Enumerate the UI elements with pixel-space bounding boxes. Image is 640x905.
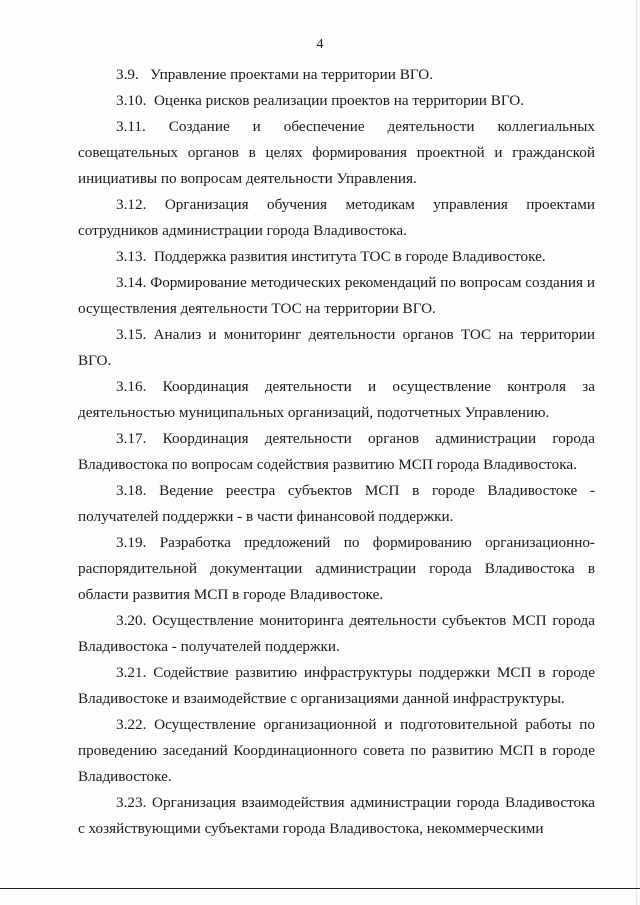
paragraph-3-16: 3.16. Координация деятельности и осуществление контроля за деятельностью муниципальных организаций, подотчетных Управлению.: [78, 378, 595, 421]
paragraph-3-17: 3.17. Координация деятельности органов администрации города Владивостока по вопросам содействия развитию МСП города Владивостока.: [78, 430, 595, 473]
paragraph-3-20: 3.20. Осуществление мониторинга деятельности субъектов МСП города Владивостока - получателей поддержки.: [78, 612, 595, 655]
paragraph-3-21: 3.21. Содействие развитию инфраструктуры поддержки МСП в городе Владивостоке и взаимодействие с организациями данной инфраструктуры.: [78, 664, 595, 707]
document-body: [78, 62, 595, 842]
paragraph-3-23: 3.23. Организация взаимодействия администрации города Владивостока с хозяйствующими субъектами города Владивостока, некоммерческими: [78, 794, 595, 837]
page-bottom-divider: [0, 888, 640, 889]
paragraph-3-11: 3.11. Создание и обеспечение деятельности коллегиальных совещательных органов в целях формирования проектной и гражданской инициативы по вопросам деятельности Управления.: [78, 118, 595, 187]
page-number: 4: [316, 37, 324, 52]
paragraph-3-12: 3.12. Организация обучения методикам управления проектами сотрудников администрации города Владивостока.: [78, 196, 595, 239]
paragraph-3-9: 3.9. Управление проектами на территории ВГО.: [116, 66, 433, 83]
paragraph-3-13: 3.13. Поддержка развития института ТОС в городе Владивостоке.: [116, 248, 546, 265]
page-edge-divider: [636, 0, 637, 905]
paragraph-3-19: 3.19. Разработка предложений по формированию организационно-распорядительной документации администрации города Владивостока в области развития МСП в городе Владивостоке.: [78, 534, 595, 603]
paragraph-3-18: 3.18. Ведение реестра субъектов МСП в городе Владивостоке - получателей поддержки - в части финансовой поддержки.: [78, 482, 595, 525]
paragraph-3-22: 3.22. Осуществление организационной и подготовительной работы по проведению заседаний Координационного совета по развитию МСП в городе Владивостоке.: [78, 716, 595, 785]
paragraph-3-15: 3.15. Анализ и мониторинг деятельности органов ТОС на территории ВГО.: [78, 326, 595, 369]
paragraph-3-14: 3.14. Формирование методических рекомендаций по вопросам создания и осуществления деятельности ТОС на территории ВГО.: [78, 274, 595, 317]
paragraph-3-10: 3.10. Оценка рисков реализации проектов на территории ВГО.: [116, 92, 525, 109]
